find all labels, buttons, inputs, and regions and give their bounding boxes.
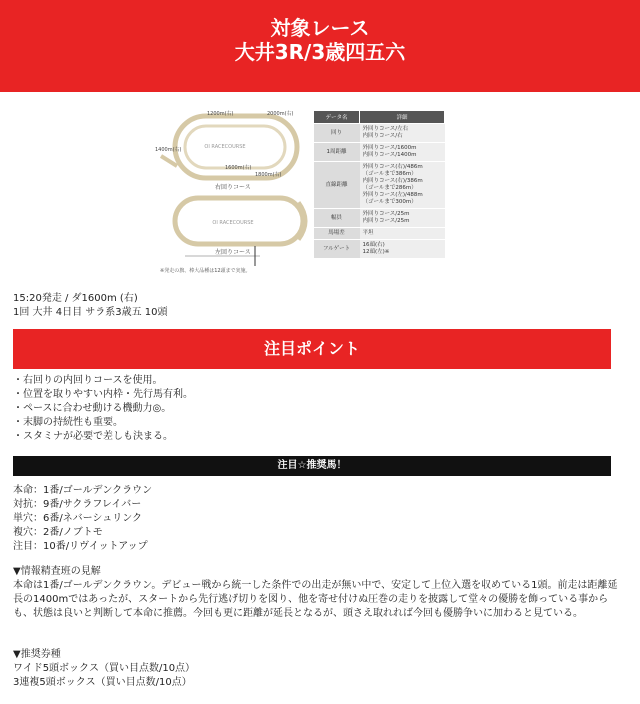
recommend-trio: 3連複5頭ボックス（買い目点数/10点） (13, 677, 192, 688)
table-header-name: データ名 (314, 111, 360, 124)
course-info-table (313, 110, 445, 259)
list-item: ・スタミナが必要で差しも決まる。 (13, 431, 173, 442)
table-row (314, 209, 445, 228)
table-value-cell (360, 228, 445, 240)
table-row (314, 228, 445, 240)
table-value-line: 外回りコース/1600m (362, 145, 417, 151)
table-row (314, 143, 445, 162)
table-row (314, 124, 445, 143)
table-value-line: 内回りコース/1400m (362, 152, 417, 158)
header-title: 対象レース (270, 16, 370, 40)
pick-honmei: 本命：1番/ゴールデンクラウン (13, 485, 153, 496)
recommend-heading: ▼推奨券種 (13, 649, 61, 660)
table-body (314, 124, 445, 259)
dist-2000-label: 2000m(右) (267, 111, 294, 117)
recommend-section (13, 648, 195, 690)
pick-taikou: 対抗：9番/サクラフレイバー (13, 499, 142, 510)
table-key-cell: 直線距離 (314, 162, 360, 209)
table-value-cell (360, 240, 445, 259)
table-header-detail: 詳細 (360, 111, 445, 124)
table-value-line: 16頭(右) (362, 242, 385, 248)
race-start-distance: 15:20発走 / ダ1600m (右) (13, 293, 138, 304)
table-value-line: 内回りコース/右 (362, 133, 403, 139)
table-value-line: 内回りコース/25m (362, 218, 410, 224)
right-course-label: 右回りコース (215, 184, 251, 191)
race-meeting-details: 1回 大井 4日目 サラ系3歳五 10頭 (13, 307, 168, 318)
table-value-line: （ゴールまで286m） (362, 185, 417, 191)
picks-banner: 注目☆推奨馬！ (13, 456, 611, 476)
brand-top: OI RACECOURSE (204, 144, 246, 150)
table-value-line: 平坦 (362, 230, 374, 236)
picks-list (13, 484, 152, 554)
recommend-wide: ワイド5頭ボックス（買い目点数/10点） (13, 663, 196, 674)
list-item: ・末脚の持続性も重要。 (13, 417, 123, 428)
table-value-cell (360, 143, 445, 162)
table-row (314, 162, 445, 209)
dist-1200-label: 1200m(右) (207, 111, 234, 117)
table-key-cell: 幅員 (314, 209, 360, 228)
table-value-line: 内回りコース(右)/386m (362, 178, 423, 184)
list-item: ・ペースに合わせ動ける機動力◎。 (13, 403, 172, 414)
analysis-body: 本命は1番/ゴールデンクラウン。デビュー戦から統一した条件での出走が無い中で、安定して上位入選を収めている1頭。前走は距離延長の1400mではあったが、スタートから先行逃げ切りを図り、他を寄せ付けぬ圧巻の走りを披露して堂々の優勝を飾っている事からも、状態は良いと判断して本命に推薦。今回も更に距離が延長となるが、頭さえ取れれば今回も優勝争いに加わると見ている。 (13, 580, 618, 619)
list-item: ・右回りの内回りコースを使用。 (13, 375, 163, 386)
table-key-cell: 馬場差 (314, 228, 360, 240)
race-info (13, 292, 168, 320)
table-value-line: 外回りコース(右)/486m (362, 164, 423, 170)
page-header (0, 0, 640, 92)
table-value-cell (360, 124, 445, 143)
table-key-cell: 1周距離 (314, 143, 360, 162)
points-banner: 注目ポイント (13, 329, 611, 369)
pick-chumoku: 注目：10番/リヴイットアップ (13, 541, 148, 552)
table-value-cell (360, 209, 445, 228)
dist-1400-label: 1400m(右) (155, 147, 182, 153)
table-value-cell (360, 162, 445, 209)
table-row (314, 240, 445, 259)
table-value-line: 外回りコース(左)/488m (362, 192, 423, 198)
dist-1600-label: 1600m(右) (225, 165, 252, 171)
table-value-line: （ゴールまで300m） (362, 199, 417, 205)
table-value-line: 外回りコース/左右 (362, 126, 409, 132)
diagram-footnote: ※発走の旗、棒大品種は12頭まで実施。 (160, 268, 251, 274)
left-course-label: 左回りコース (215, 249, 251, 256)
list-item: ・位置を取りやすい内枠・先行馬有利。 (13, 389, 193, 400)
analysis-heading: ▼情報精査班の見解 (13, 566, 101, 577)
table-value-line: 12頭(左)※ (362, 249, 390, 255)
analysis-section (13, 565, 627, 621)
brand-bottom: OI RACECOURSE (212, 220, 254, 226)
course-diagram (155, 106, 310, 276)
table-key-cell: フルゲート (314, 240, 360, 259)
table-value-line: 外回りコース/25m (362, 211, 410, 217)
pick-tanana: 単穴：6番/ネバーシュリンク (13, 513, 143, 524)
table-value-line: （ゴールまで386m） (362, 171, 417, 177)
dist-1800-label: 1800m(右) (255, 172, 282, 178)
points-list (13, 374, 193, 444)
header-race-name: 大井3R/3歳四五六 (234, 40, 406, 64)
pick-fukuana: 複穴：2番/ノブトモ (13, 527, 103, 538)
table-key-cell: 回り (314, 124, 360, 143)
